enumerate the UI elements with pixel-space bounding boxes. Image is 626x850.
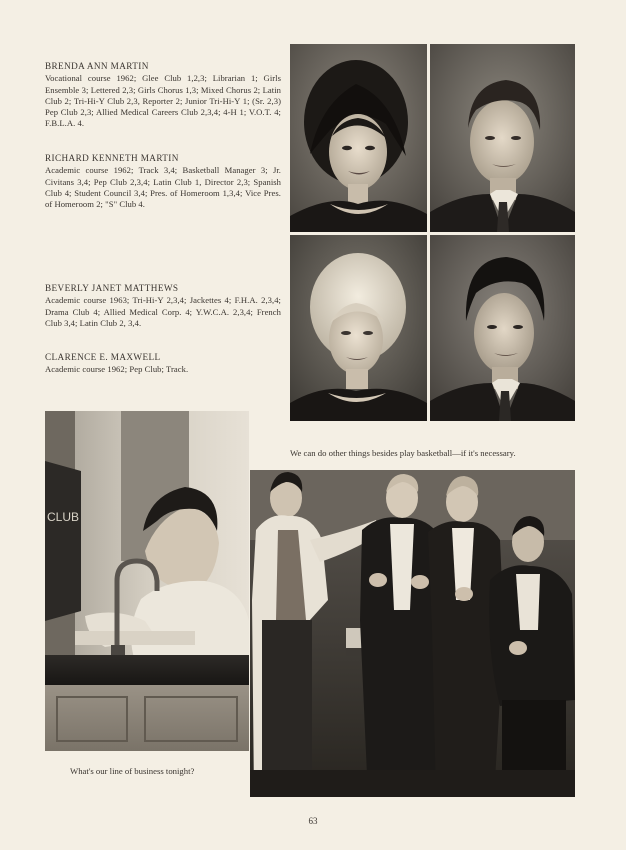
candid-photo-lab-student xyxy=(45,411,249,751)
student-name: BRENDA ANN MARTIN xyxy=(45,61,149,71)
portrait-brenda-ann-martin xyxy=(290,44,427,232)
student-activities: Academic course 1963; Tri-Hi-Y 2,3,4; Jackettes 4; F.H.A. 2,3,4; Drama Club 4; Allied Medical Corp. 4; Y.W.C.A. 2,3,4; French Club 3,4; Latin Club 2, 3,4. xyxy=(45,295,281,328)
student-name: RICHARD KENNETH MARTIN xyxy=(45,153,179,163)
portrait-beverly-janet-matthews xyxy=(290,235,427,421)
banner-text: CLUB xyxy=(47,510,80,524)
bio-brenda-ann-martin xyxy=(45,61,281,130)
caption-lab-photo: What's our line of business tonight? xyxy=(70,766,195,776)
student-activities: Academic course 1962; Pep Club; Track. xyxy=(45,364,189,375)
bio-beverly-janet-matthews xyxy=(45,283,281,329)
bio-clarence-e-maxwell xyxy=(45,352,281,376)
portrait-clarence-e-maxwell xyxy=(430,235,575,421)
student-activities: Academic course 1962; Track 3,4; Basketball Manager 3; Jr. Civitans 3,4; Pep Club 2,3,4; Latin Club 1, Director 2,3; Spanish Club 4; Student Council 3,4; Pres. of Homeroom 1,3,4; Vice Pres. of Homeroom 2; "S" Club 4. xyxy=(45,165,281,210)
bio-richard-kenneth-martin xyxy=(45,153,281,210)
group-photo-students xyxy=(250,470,575,797)
caption-group-photo: We can do other things besides play basketball—if it's necessary. xyxy=(290,448,516,458)
student-activities: Vocational course 1962; Glee Club 1,2,3; Librarian 1; Girls Ensemble 3; Lettered 2,3; Girls Chorus 1,3; Mixed Chorus 2; Latin Club 2; Tri-Hi-Y Club 2,3, Reporter 2; Junior Tri-Hi-Y 1; (Sr. 2,3) Pep Club 2,3; Allied Medical Careers Club 2,3,4; 4-H 1; V.O.T. 4; F.B.L.A. 4. xyxy=(45,73,281,129)
page-number: 63 xyxy=(308,816,318,826)
student-name: BEVERLY JANET MATTHEWS xyxy=(45,283,179,293)
portrait-richard-kenneth-martin xyxy=(430,44,575,232)
student-name: CLARENCE E. MAXWELL xyxy=(45,352,161,362)
